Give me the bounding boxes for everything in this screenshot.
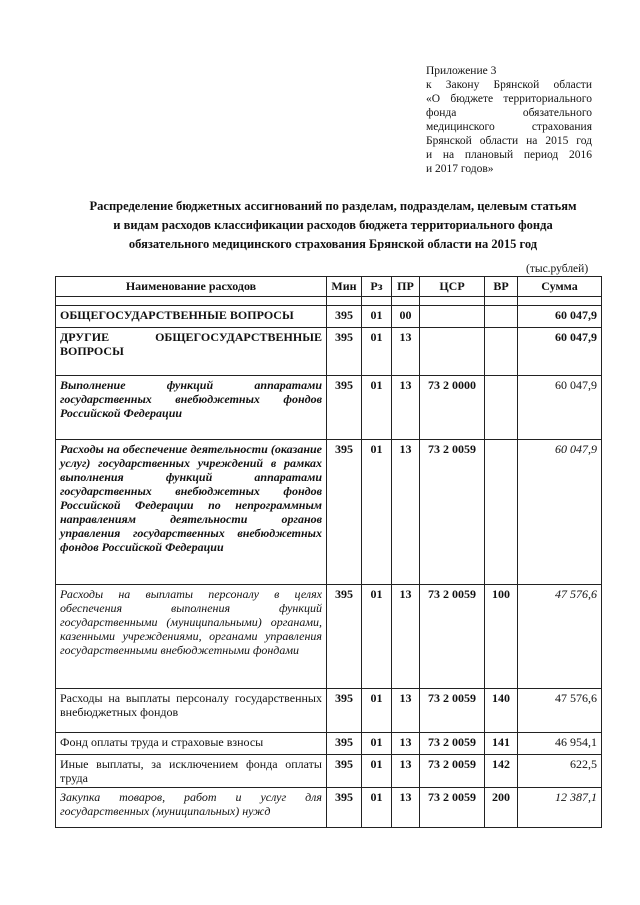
row-rz: 01 xyxy=(362,788,392,828)
row-pr: 13 xyxy=(392,376,420,440)
row-sum: 47 576,6 xyxy=(518,689,602,733)
row-pr: 13 xyxy=(392,689,420,733)
row-rz: 01 xyxy=(362,755,392,788)
row-vr xyxy=(485,306,518,328)
row-sum: 622,5 xyxy=(518,755,602,788)
header-rz: Рз xyxy=(362,277,392,297)
row-rz: 01 xyxy=(362,376,392,440)
row-sum: 60 047,9 xyxy=(518,306,602,328)
header-csr: ЦСР xyxy=(420,277,485,297)
table-row xyxy=(56,306,602,328)
table-row xyxy=(56,689,602,733)
appendix-line: и на плановый период 2016 xyxy=(426,149,592,161)
row-name: Закупка товаров, работ и услуг для государственных (муниципальных) нужд xyxy=(56,788,327,828)
units-label: (тыс.рублей) xyxy=(526,263,589,275)
header-sum: Сумма xyxy=(518,277,602,297)
appendix-line: медицинского страхования xyxy=(426,121,592,133)
row-name: Выполнение функций аппаратами государственных внебюджетных фондов Российской Федерации xyxy=(56,376,327,440)
appendix-line: «О бюджете территориального xyxy=(426,93,592,105)
row-vr: 100 xyxy=(485,585,518,689)
row-rz: 01 xyxy=(362,328,392,376)
row-min: 395 xyxy=(327,585,362,689)
appendix-line: к Закону Брянской области xyxy=(426,79,592,91)
table-row xyxy=(56,376,602,440)
row-vr: 141 xyxy=(485,733,518,755)
table-row xyxy=(56,788,602,828)
appendix-line: фонда обязательного xyxy=(426,107,592,119)
row-csr: 73 2 0000 xyxy=(420,376,485,440)
row-rz: 01 xyxy=(362,585,392,689)
row-rz: 01 xyxy=(362,689,392,733)
row-name: Расходы на выплаты персоналу государственных внебюджетных фондов xyxy=(56,689,327,733)
row-pr: 13 xyxy=(392,755,420,788)
row-pr: 00 xyxy=(392,306,420,328)
budget-table xyxy=(55,276,602,828)
row-min: 395 xyxy=(327,306,362,328)
row-sum: 60 047,9 xyxy=(518,440,602,585)
appendix-line: Брянской области на 2015 год xyxy=(426,135,592,147)
row-name: ОБЩЕГОСУДАРСТВЕННЫЕ ВОПРОСЫ xyxy=(56,306,327,328)
row-pr: 13 xyxy=(392,440,420,585)
document-title xyxy=(60,197,606,254)
row-min: 395 xyxy=(327,788,362,828)
header-min: Мин xyxy=(327,277,362,297)
table-row xyxy=(56,328,602,376)
row-name: Расходы на обеспечение деятельности (оказание услуг) государственных учреждений в рамках выполнения функций аппаратами государственных внебюджетных фондов Российской Федерации по непрограммным направлениям деятельности органов управления государственных внебюджетных фондов Российской Федерации xyxy=(56,440,327,585)
title-line: Распределение бюджетных ассигнований по разделам, подразделам, целевым статьям xyxy=(89,199,577,213)
appendix-line: Приложение 3 xyxy=(426,65,497,77)
row-min: 395 xyxy=(327,376,362,440)
row-name: Расходы на выплаты персоналу в целях обеспечения выполнения функций государственными (муниципальными) органами, казенными учреждениями, органами управления государственными внебюджетными фондами xyxy=(56,585,327,689)
appendix-header xyxy=(426,64,592,176)
row-csr: 73 2 0059 xyxy=(420,689,485,733)
row-sum: 60 047,9 xyxy=(518,376,602,440)
table-row xyxy=(56,440,602,585)
row-vr: 140 xyxy=(485,689,518,733)
row-sum: 60 047,9 xyxy=(518,328,602,376)
row-min: 395 xyxy=(327,689,362,733)
row-name: Иные выплаты, за исключением фонда оплаты труда xyxy=(56,755,327,788)
row-min: 395 xyxy=(327,440,362,585)
header-pr: ПР xyxy=(392,277,420,297)
table-header-row xyxy=(56,277,602,297)
title-line: и видам расходов классификации расходов бюджета территориального фонда xyxy=(113,218,553,232)
row-sum: 47 576,6 xyxy=(518,585,602,689)
row-csr: 73 2 0059 xyxy=(420,733,485,755)
header-vr: ВР xyxy=(485,277,518,297)
row-pr: 13 xyxy=(392,788,420,828)
title-line: обязательного медицинского страхования Брянской области на 2015 год xyxy=(128,237,538,251)
row-pr: 13 xyxy=(392,585,420,689)
row-sum: 12 387,1 xyxy=(518,788,602,828)
row-csr xyxy=(420,306,485,328)
row-rz: 01 xyxy=(362,306,392,328)
table-row xyxy=(56,585,602,689)
row-vr xyxy=(485,376,518,440)
table-row xyxy=(56,733,602,755)
row-vr xyxy=(485,440,518,585)
row-csr: 73 2 0059 xyxy=(420,788,485,828)
row-csr: 73 2 0059 xyxy=(420,755,485,788)
row-min: 395 xyxy=(327,755,362,788)
row-rz: 01 xyxy=(362,733,392,755)
row-vr xyxy=(485,328,518,376)
header-name: Наименование расходов xyxy=(56,277,327,297)
row-vr: 200 xyxy=(485,788,518,828)
row-sum: 46 954,1 xyxy=(518,733,602,755)
empty-row xyxy=(56,297,602,306)
table-row xyxy=(56,755,602,788)
row-min: 395 xyxy=(327,733,362,755)
row-csr: 73 2 0059 xyxy=(420,440,485,585)
appendix-line: и 2017 годов» xyxy=(426,163,494,175)
row-csr: 73 2 0059 xyxy=(420,585,485,689)
row-min: 395 xyxy=(327,328,362,376)
row-name: Фонд оплаты труда и страховые взносы xyxy=(56,733,327,755)
row-vr: 142 xyxy=(485,755,518,788)
row-pr: 13 xyxy=(392,733,420,755)
row-csr xyxy=(420,328,485,376)
row-pr: 13 xyxy=(392,328,420,376)
row-rz: 01 xyxy=(362,440,392,585)
row-name: ДРУГИЕ ОБЩЕГОСУДАРСТВЕННЫЕ ВОПРОСЫ xyxy=(56,328,327,376)
